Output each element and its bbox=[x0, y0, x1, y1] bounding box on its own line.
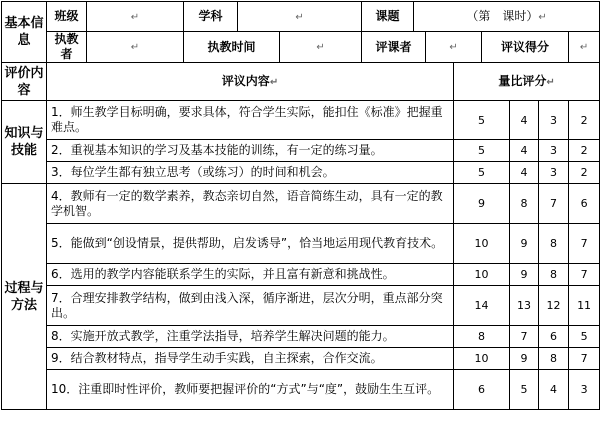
criterion-text: 4．教师有一定的数学素养，教态亲切自然，语音简练生动，具有一定的教学机智。 bbox=[47, 184, 454, 224]
return-mark: ↵ bbox=[130, 42, 140, 53]
teacher-label: 执教者 bbox=[47, 32, 87, 63]
score-cell[interactable]: 11 bbox=[569, 286, 600, 326]
score-cell[interactable]: 10 bbox=[454, 224, 510, 264]
score-cell[interactable]: 7 bbox=[569, 264, 600, 286]
score-cell[interactable]: 5 bbox=[454, 101, 510, 140]
criterion-text: 6．选用的教学内容能联系学生的实际，并且富有新意和挑战性。 bbox=[47, 264, 454, 286]
score-cell[interactable]: 9 bbox=[510, 348, 539, 370]
return-mark: ↵ bbox=[538, 11, 547, 23]
item-col-header: 评价内容 bbox=[2, 63, 47, 101]
score-cell[interactable]: 8 bbox=[454, 326, 510, 348]
return-mark: ↵ bbox=[269, 76, 279, 88]
score-cell[interactable]: 8 bbox=[510, 184, 539, 224]
subject-field[interactable] bbox=[238, 2, 362, 32]
criterion-text: 3．每位学生都有独立思考（或练习）的时间和机会。 bbox=[47, 162, 454, 184]
topic-label: 课题 bbox=[362, 2, 414, 32]
criterion-text: 9．结合教材特点，指导学生动手实践，自主探索，合作交流。 bbox=[47, 348, 454, 370]
score-cell[interactable]: 7 bbox=[510, 326, 539, 348]
topic-field[interactable] bbox=[414, 2, 600, 32]
score-cell[interactable]: 5 bbox=[454, 140, 510, 162]
section-knowledge-skills: 知识与技能 bbox=[2, 101, 47, 184]
score-cell[interactable]: 12 bbox=[539, 286, 569, 326]
score-cell[interactable]: 6 bbox=[539, 326, 569, 348]
content-col-header bbox=[47, 63, 454, 101]
return-mark: ↵ bbox=[449, 42, 458, 53]
score-cell[interactable]: 7 bbox=[569, 348, 600, 370]
lesson-hint: （第 课时） bbox=[466, 8, 539, 23]
score-cell[interactable]: 5 bbox=[569, 326, 600, 348]
score-cell[interactable]: 8 bbox=[539, 264, 569, 286]
time-field[interactable] bbox=[280, 32, 362, 63]
return-mark: ↵ bbox=[295, 11, 304, 23]
criterion-text: 1．师生教学目标明确，要求具体，符合学生实际，能扣住《标准》把握重难点。 bbox=[47, 101, 454, 140]
score-label: 评议得分 bbox=[482, 32, 569, 63]
score-col-header bbox=[454, 63, 600, 101]
return-mark: ↵ bbox=[579, 42, 589, 53]
return-mark: ↵ bbox=[546, 76, 555, 88]
score-cell[interactable]: 10 bbox=[454, 264, 510, 286]
criterion-text: 5．能做到“创设情景，提供帮助，启发诱导”，恰当地运用现代教育技术。 bbox=[47, 224, 454, 264]
score-cell[interactable]: 3 bbox=[539, 162, 569, 184]
score-cell[interactable]: 9 bbox=[510, 264, 539, 286]
score-cell[interactable]: 7 bbox=[569, 224, 600, 264]
score-cell[interactable]: 14 bbox=[454, 286, 510, 326]
score-cell[interactable]: 5 bbox=[510, 370, 539, 410]
score-cell[interactable]: 2 bbox=[569, 101, 600, 140]
evaluation-form bbox=[1, 1, 600, 410]
criterion-text: 7．合理安排教学结构，做到由浅入深，循序渐进，层次分明，重点部分突出。 bbox=[47, 286, 454, 326]
criterion-text: 10．注重即时性评价，教师要把握评价的“方式”与“度”，鼓励生生互评。 bbox=[47, 370, 454, 410]
evaluator-field[interactable] bbox=[426, 32, 482, 63]
basic-info-label: 基本信息 bbox=[2, 2, 47, 63]
score-cell[interactable]: 9 bbox=[510, 224, 539, 264]
score-cell[interactable]: 8 bbox=[539, 224, 569, 264]
criterion-text: 8．实施开放式教学，注重学法指导，培养学生解决问题的能力。 bbox=[47, 326, 454, 348]
time-label: 执教时间 bbox=[184, 32, 280, 63]
score-cell[interactable]: 6 bbox=[569, 184, 600, 224]
return-mark: ↵ bbox=[130, 11, 140, 23]
score-cell[interactable]: 4 bbox=[510, 140, 539, 162]
evaluator-label: 评课者 bbox=[362, 32, 426, 63]
score-cell[interactable]: 9 bbox=[454, 184, 510, 224]
score-cell[interactable]: 2 bbox=[569, 140, 600, 162]
content-col-label: 评议内容 bbox=[221, 73, 270, 88]
score-cell[interactable]: 8 bbox=[539, 348, 569, 370]
score-cell[interactable]: 4 bbox=[539, 370, 569, 410]
score-cell[interactable]: 6 bbox=[454, 370, 510, 410]
score-cell[interactable]: 4 bbox=[510, 101, 539, 140]
teacher-field[interactable] bbox=[87, 32, 184, 63]
section-process-methods: 过程与方法 bbox=[2, 184, 47, 410]
subject-label: 学科 bbox=[184, 2, 238, 32]
score-cell[interactable]: 3 bbox=[539, 101, 569, 140]
criterion-text: 2．重视基本知识的学习及基本技能的训练，有一定的练习量。 bbox=[47, 140, 454, 162]
class-field[interactable] bbox=[87, 2, 184, 32]
score-field[interactable] bbox=[569, 32, 600, 63]
score-cell[interactable]: 2 bbox=[569, 162, 600, 184]
score-cell[interactable]: 7 bbox=[539, 184, 569, 224]
score-col-label: 量比评分 bbox=[498, 73, 547, 88]
return-mark: ↵ bbox=[316, 42, 325, 53]
score-cell[interactable]: 4 bbox=[510, 162, 539, 184]
class-label: 班级 bbox=[47, 2, 87, 32]
score-cell[interactable]: 10 bbox=[454, 348, 510, 370]
score-cell[interactable]: 3 bbox=[539, 140, 569, 162]
score-cell[interactable]: 3 bbox=[569, 370, 600, 410]
score-cell[interactable]: 5 bbox=[454, 162, 510, 184]
score-cell[interactable]: 13 bbox=[510, 286, 539, 326]
